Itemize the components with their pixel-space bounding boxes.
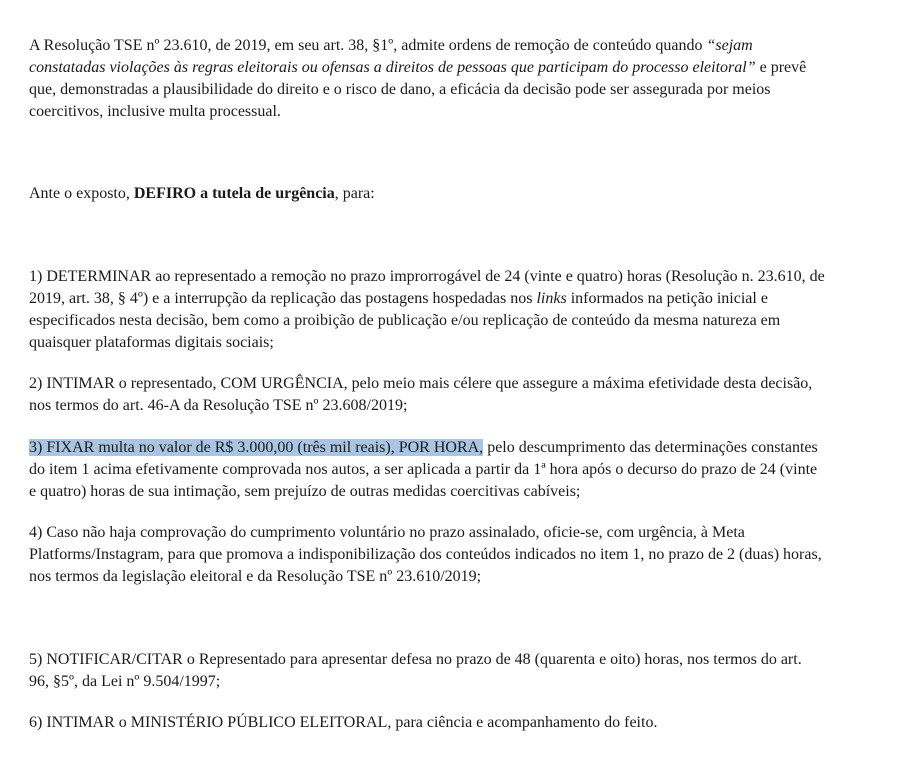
item-5-line-2: 96, §5º, da Lei nº 9.504/1997; bbox=[29, 673, 221, 690]
item-4-line-1: 4) Caso não haja comprovação do cumprimento voluntário no prazo assinalado, oficie-se, com urgência, à Meta bbox=[29, 524, 745, 541]
item-3-line-3: e quatro) horas de sua intimação, sem prejuízo de outras medidas coercitivas cabíveis; bbox=[29, 483, 581, 500]
text: Ante o exposto, bbox=[29, 185, 134, 202]
item-3-line-2: do item 1 acima efetivamente comprovada nos autos, a ser aplicada a partir da 1ª hora após o decurso do prazo de 24 (vinte bbox=[29, 461, 818, 478]
text: 2019, art. 38, § 4º) e a interrupção da replicação das postagens hospedadas nos bbox=[29, 290, 537, 307]
intro-line-1 bbox=[29, 35, 753, 57]
item-1-line-2 bbox=[29, 288, 768, 310]
text: pelo descumprimento das determinações constantes bbox=[483, 439, 818, 456]
text: A Resolução TSE nº 23.610, de 2019, em seu art. 38, §1º, admite ordens de remoção de conteúdo quando bbox=[29, 37, 707, 54]
highlighted-text[interactable]: 3) FIXAR multa no valor de R$ 3.000,00 (três mil reais), POR HORA, bbox=[29, 439, 484, 456]
item-6-line-1: 6) INTIMAR o MINISTÉRIO PÚBLICO ELEITORAL, para ciência e acompanhamento do feito. bbox=[29, 714, 658, 731]
item-5-line-1: 5) NOTIFICAR/CITAR o Representado para apresentar defesa no prazo de 48 (quarenta e oito) horas, nos termos do art. bbox=[29, 651, 802, 668]
text: e prevê bbox=[755, 59, 807, 76]
item-1-line-3: especificados nesta decisão, bem como a proibição de publicação e/ou replicação de conteúdo da mesma natureza em bbox=[29, 312, 781, 329]
item-1-line-4: quaisquer plataformas digitais sociais; bbox=[29, 334, 274, 351]
text: informados na petição inicial e bbox=[566, 290, 768, 307]
item-4-line-2: Platforms/Instagram, para que promova a indisponibilização dos conteúdos indicados no item 1, no prazo de 2 (duas) horas, bbox=[29, 546, 822, 563]
intro-line-2 bbox=[29, 57, 806, 79]
italic-text: links bbox=[536, 290, 567, 307]
bold-text: DEFIRO a tutela de urgência bbox=[133, 185, 335, 202]
quote-text: “sejam bbox=[706, 37, 753, 54]
conclusion-line bbox=[29, 183, 375, 205]
item-2-line-2: nos termos do art. 46-A da Resolução TSE nº 23.608/2019; bbox=[29, 397, 408, 414]
text: , para: bbox=[334, 185, 375, 202]
intro-line-4: coercitivos, inclusive multa processual. bbox=[29, 103, 281, 120]
item-4-line-3: nos termos da legislação eleitoral e da Resolução TSE nº 23.610/2019; bbox=[29, 568, 482, 585]
item-3-line-1 bbox=[29, 437, 818, 459]
item-1-line-1: 1) DETERMINAR ao representado a remoção no prazo improrrogável de 24 (vinte e quatro) horas (Resolução n. 23.610, de bbox=[29, 268, 825, 285]
item-2-line-1: 2) INTIMAR o representado, COM URGÊNCIA, pelo meio mais célere que assegure a máxima efetividade desta decisão, bbox=[29, 375, 813, 392]
intro-line-3: que, demonstradas a plausibilidade do direito e o risco de dano, a eficácia da decisão pode ser assegurada por meios bbox=[29, 81, 771, 98]
quote-text: constatadas violações às regras eleitorais ou ofensas a direitos de pessoas que participam do processo eleitoral” bbox=[29, 59, 756, 76]
